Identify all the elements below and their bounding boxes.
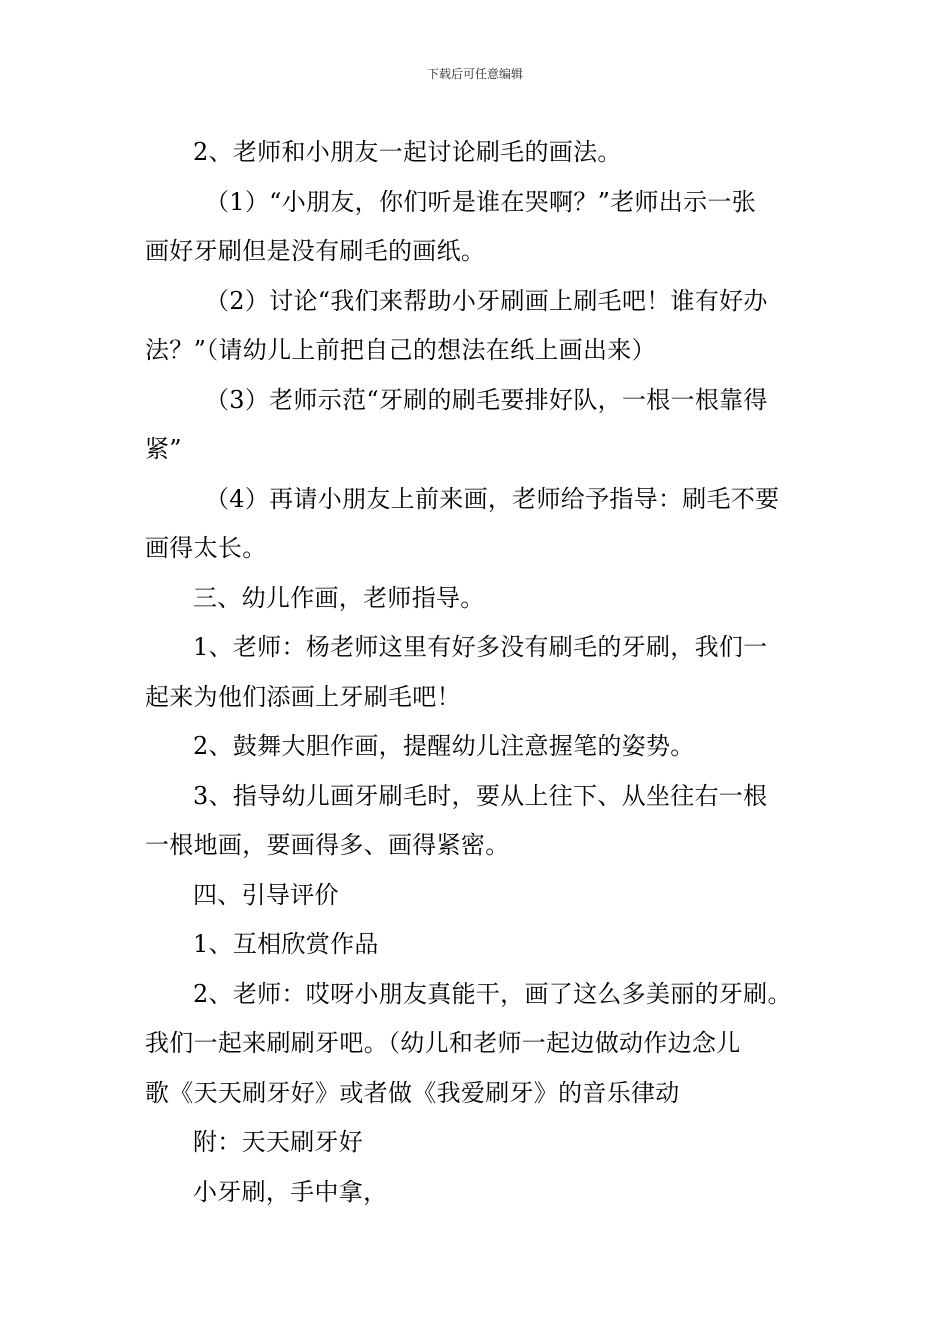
paragraph-line: （1）“小朋友，你们听是谁在哭啊？”老师出示一张 [205,187,757,216]
paragraph-line: 2、老师：哎呀小朋友真能干，画了这么多美丽的牙刷。 [193,979,792,1008]
paragraph-line: 画好牙刷但是没有刷毛的画纸。 [145,237,486,265]
paragraph-line: 小牙刷，手中拿， [193,1177,388,1206]
paragraph-line: 画得太长。 [145,534,267,562]
paragraph-line: 2、鼓舞大胆作画，提醒幼儿注意握笔的姿势。 [193,732,695,760]
page-header: 下载后可任意编辑 [426,67,523,81]
paragraph-line: 1、互相欣赏作品 [193,930,379,958]
section-heading: 三、幼儿作画，老师指导。 [193,583,485,612]
paragraph-line: 紧” [145,435,182,463]
paragraph-line: （3）老师示范“牙刷的刷毛要排好队，一根一根靠得 [205,385,768,414]
document-body [145,128,810,1217]
section-heading: 四、引导评价 [193,880,339,909]
paragraph-line: 3、指导幼儿画牙刷毛时，要从上往下、从坐往右一根 [193,781,768,810]
paragraph-line: 起来为他们添画上牙刷毛吧！ [145,682,461,711]
paragraph-line: 我们一起来刷刷牙吧。（幼儿和老师一起边做动作边念儿 [145,1029,741,1057]
paragraph-line: （4）再请小朋友上前来画，老师给予指导：刷毛不要 [205,484,780,513]
paragraph-line: 歌《天天刷牙好》或者做《我爱刷牙》的音乐律动 [145,1078,680,1107]
paragraph-line: 2、老师和小朋友一起讨论刷毛的画法。 [193,138,622,166]
paragraph-line: 附：天天刷牙好 [193,1128,364,1156]
paragraph-line: 一根地画，要画得多、画得紧密。 [145,831,510,859]
paragraph-line: 1、老师：杨老师这里有好多没有刷毛的牙刷，我们一 [193,633,768,661]
paragraph-line: 法？”（请幼儿上前把自己的想法在纸上画出来） [145,336,656,364]
paragraph-line: （2）讨论“我们来帮助小牙刷画上刷毛吧！谁有好办 [205,286,768,315]
